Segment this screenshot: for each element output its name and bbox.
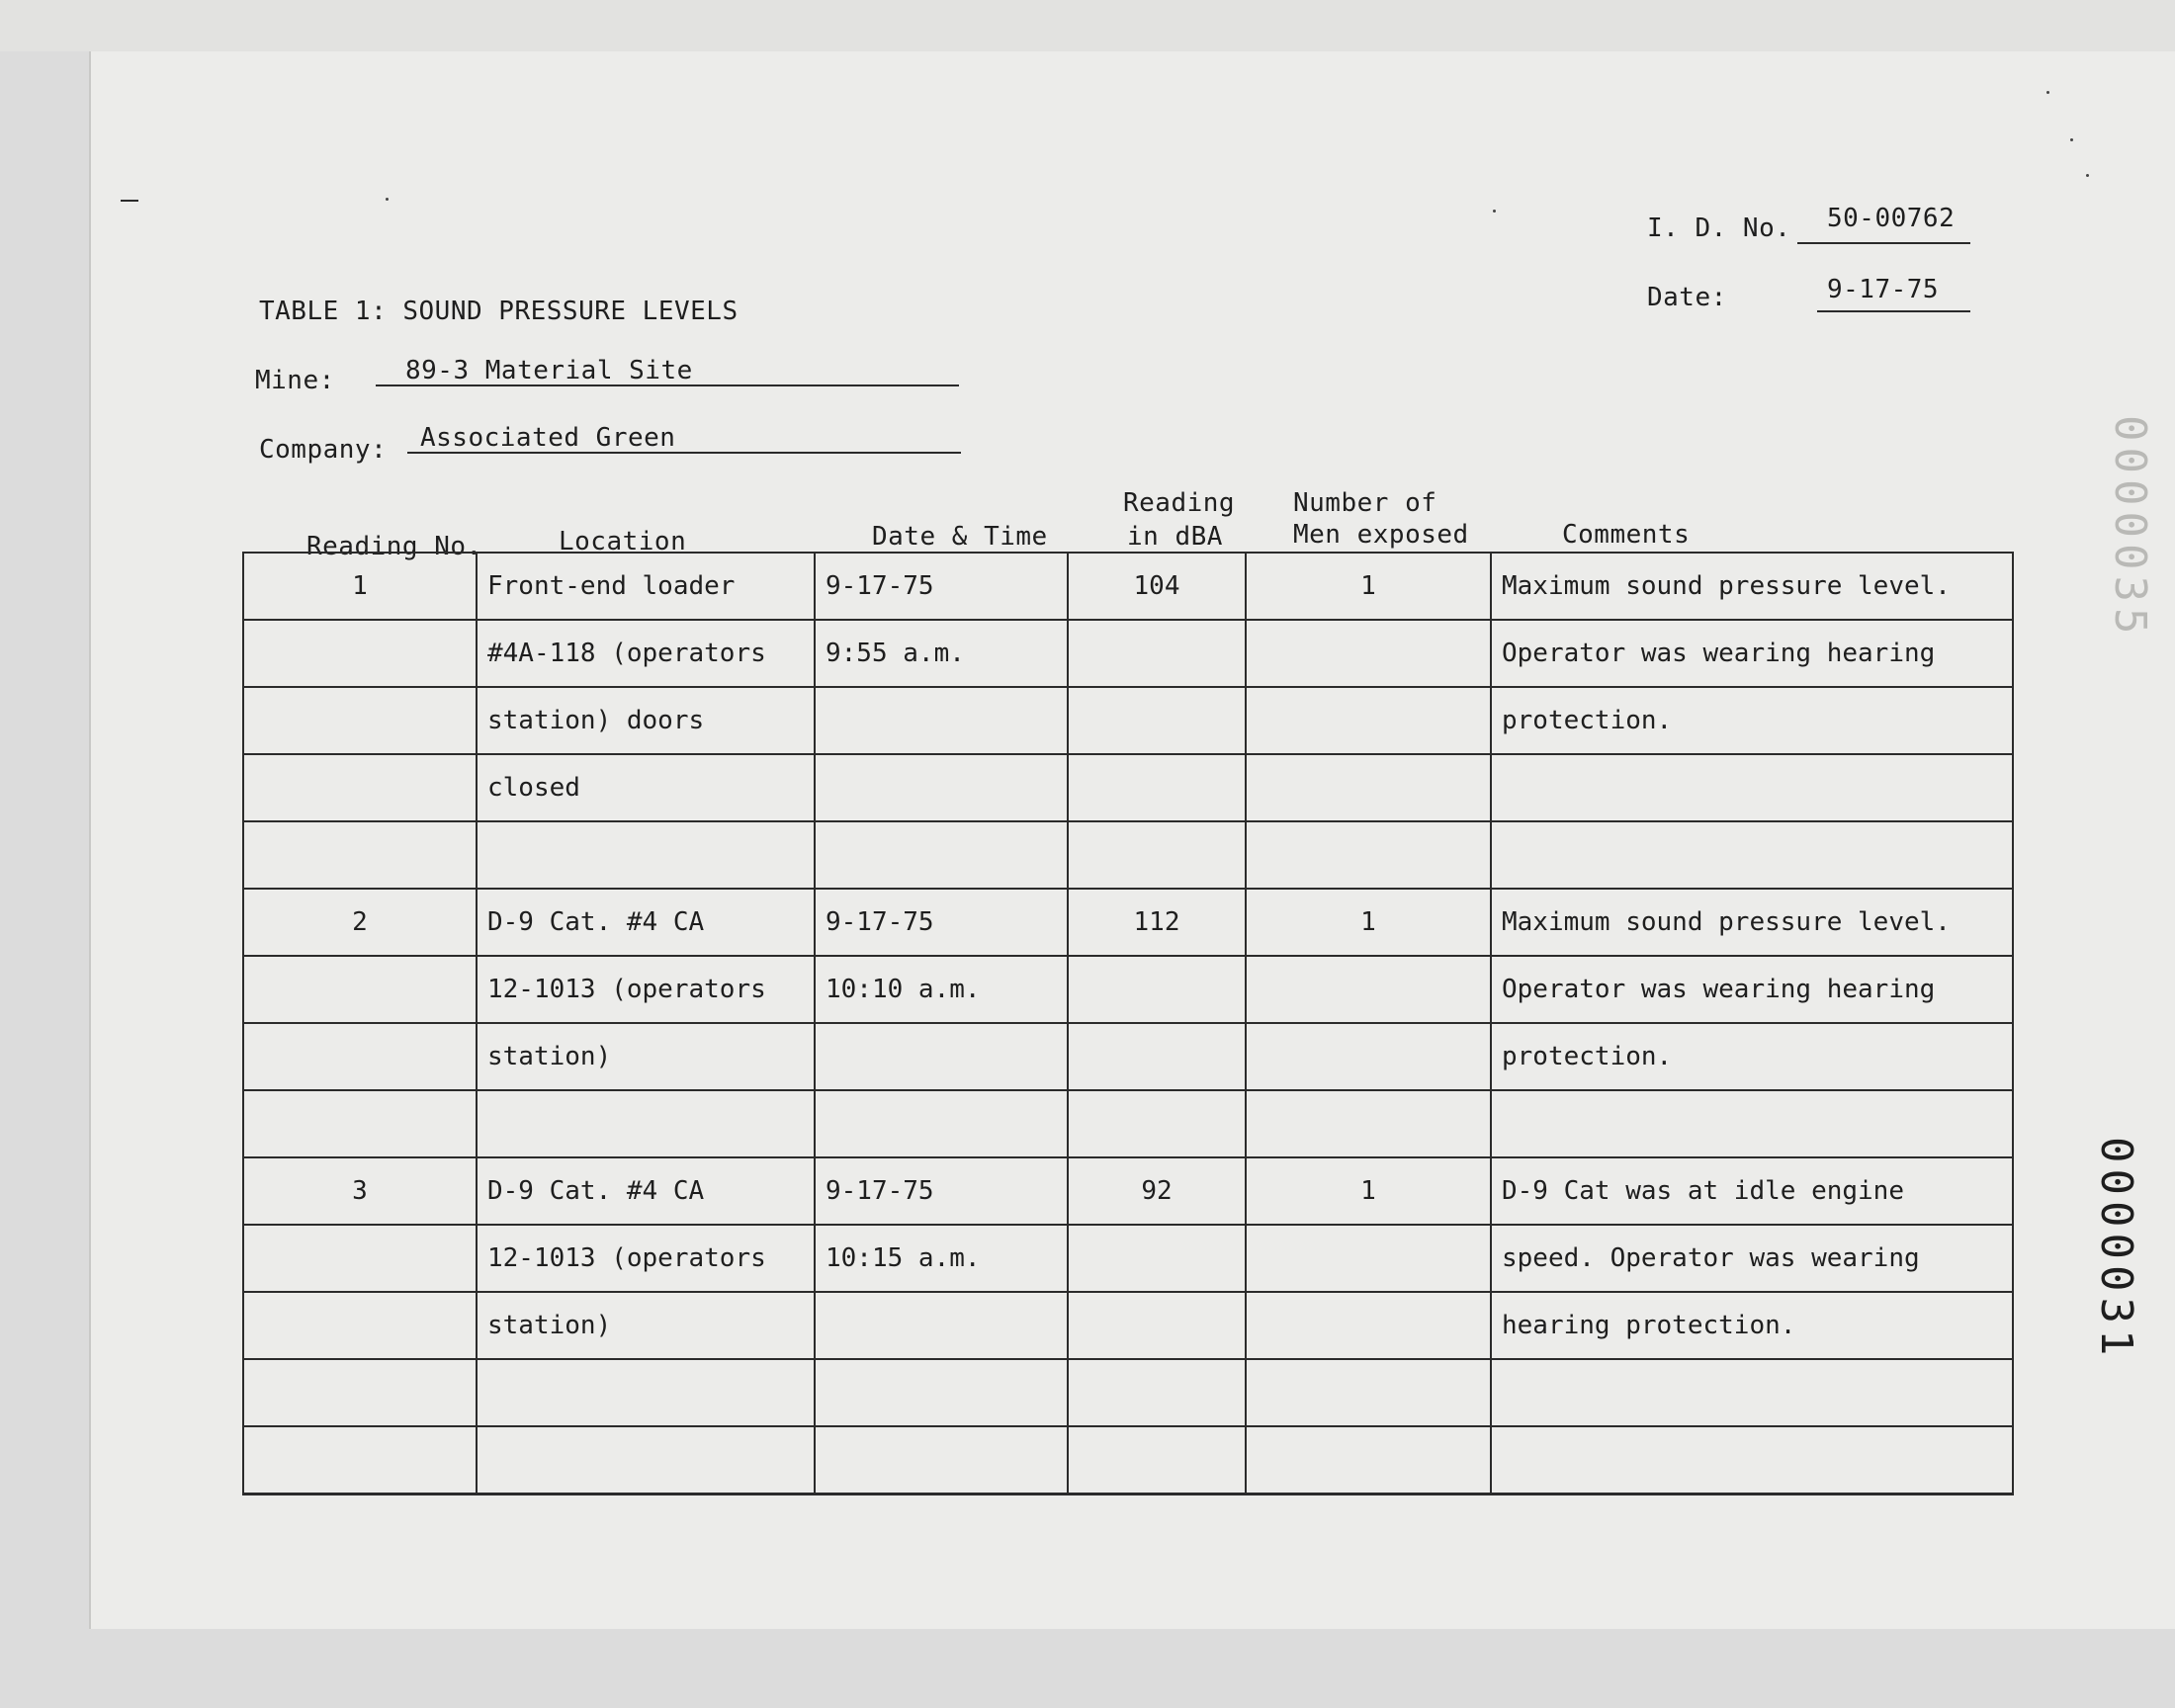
faint-bleed-stamp: 0000035 [2105, 415, 2155, 640]
cell-location [477, 1090, 815, 1157]
cell-no [243, 1426, 477, 1494]
table-row [243, 1359, 2013, 1426]
id-number-label: I. D. No. [1647, 214, 1791, 243]
cell-date [815, 754, 1068, 821]
cell-location: closed [477, 754, 815, 821]
cell-date: 9-17-75 [815, 1157, 1068, 1225]
table-row [243, 1090, 2013, 1157]
cell-location: D-9 Cat. #4 CA [477, 889, 815, 956]
cell-comment: protection. [1491, 1023, 2013, 1090]
scan-speck [1493, 210, 1496, 213]
id-number-value: 50-00762 [1827, 204, 1956, 233]
table-row [243, 1292, 2013, 1359]
cell-men [1246, 821, 1491, 889]
cell-location: 12-1013 (operators [477, 1225, 815, 1292]
cell-no [243, 754, 477, 821]
col-header-comments: Comments [1562, 520, 1691, 550]
cell-men [1246, 1225, 1491, 1292]
cell-comment: Operator was wearing hearing [1491, 620, 2013, 687]
table-row [243, 620, 2013, 687]
cell-location: station) [477, 1292, 815, 1359]
cell-dba [1068, 1359, 1246, 1426]
cell-men [1246, 1359, 1491, 1426]
col-header-reading-line1: Reading [1123, 488, 1236, 518]
cell-location [477, 821, 815, 889]
cell-no [243, 1023, 477, 1090]
table-row [243, 1426, 2013, 1494]
cell-date: 10:15 a.m. [815, 1225, 1068, 1292]
cell-comment: Maximum sound pressure level. [1491, 553, 2013, 620]
table-row [243, 1023, 2013, 1090]
cell-location: #4A-118 (operators [477, 620, 815, 687]
table-row [243, 1157, 2013, 1225]
cell-no [243, 821, 477, 889]
cell-location: 12-1013 (operators [477, 956, 815, 1023]
col-header-reading-no: Reading No. [306, 532, 482, 561]
cell-no [243, 1359, 477, 1426]
cell-date [815, 687, 1068, 754]
table-row [243, 821, 2013, 889]
mine-underline [376, 384, 959, 386]
cell-men [1246, 1426, 1491, 1494]
cell-men: 1 [1246, 1157, 1491, 1225]
cell-men: 1 [1246, 553, 1491, 620]
cell-no [243, 620, 477, 687]
cell-no: 2 [243, 889, 477, 956]
cell-men [1246, 687, 1491, 754]
cell-comment: protection. [1491, 687, 2013, 754]
cell-date: 10:10 a.m. [815, 956, 1068, 1023]
cell-dba [1068, 1090, 1246, 1157]
cell-date [815, 1292, 1068, 1359]
cell-date: 9-17-75 [815, 553, 1068, 620]
cell-dba: 104 [1068, 553, 1246, 620]
col-header-reading-line2: in dBA [1127, 522, 1223, 552]
cell-location: station) doors [477, 687, 815, 754]
cell-comment: speed. Operator was wearing [1491, 1225, 2013, 1292]
date-value: 9-17-75 [1827, 275, 1940, 304]
cell-no: 1 [243, 553, 477, 620]
cell-no [243, 687, 477, 754]
table-row [243, 754, 2013, 821]
col-header-men-line2: Men exposed [1293, 520, 1469, 550]
cell-comment [1491, 821, 2013, 889]
cell-date: 9-17-75 [815, 889, 1068, 956]
cell-men [1246, 956, 1491, 1023]
cell-location: Front-end loader [477, 553, 815, 620]
id-number-underline [1797, 242, 1970, 244]
cell-location [477, 1426, 815, 1494]
cell-men [1246, 1292, 1491, 1359]
cell-men [1246, 1090, 1491, 1157]
date-label: Date: [1647, 283, 1727, 312]
cell-comment [1491, 1090, 2013, 1157]
cell-men [1246, 1023, 1491, 1090]
table-title: TABLE 1: SOUND PRESSURE LEVELS [259, 297, 739, 326]
cell-dba [1068, 1225, 1246, 1292]
cell-dba [1068, 821, 1246, 889]
cell-dba [1068, 956, 1246, 1023]
company-value: Associated Green [420, 423, 676, 453]
cell-no [243, 1090, 477, 1157]
table-body [243, 553, 2013, 1494]
table-row [243, 687, 2013, 754]
cell-date [815, 1426, 1068, 1494]
cell-dba [1068, 687, 1246, 754]
scan-mark [121, 200, 138, 202]
table-row [243, 553, 2013, 620]
cell-location: D-9 Cat. #4 CA [477, 1157, 815, 1225]
page-number-stamp: 0000031 [2091, 1137, 2141, 1362]
cell-no [243, 956, 477, 1023]
scan-background [0, 0, 2175, 51]
cell-no [243, 1225, 477, 1292]
cell-dba [1068, 1426, 1246, 1494]
date-underline [1817, 310, 1970, 312]
cell-date [815, 1023, 1068, 1090]
cell-comment [1491, 754, 2013, 821]
table-row [243, 956, 2013, 1023]
cell-dba [1068, 620, 1246, 687]
cell-comment: hearing protection. [1491, 1292, 2013, 1359]
cell-comment [1491, 1359, 2013, 1426]
cell-dba [1068, 1292, 1246, 1359]
cell-comment: Operator was wearing hearing [1491, 956, 2013, 1023]
cell-comment: D-9 Cat was at idle engine [1491, 1157, 2013, 1225]
cell-date [815, 1359, 1068, 1426]
company-label: Company: [259, 435, 388, 465]
cell-dba [1068, 1023, 1246, 1090]
col-header-date-time: Date & Time [872, 522, 1048, 552]
table-row [243, 1225, 2013, 1292]
sound-level-table [242, 552, 2014, 1495]
cell-dba: 92 [1068, 1157, 1246, 1225]
cell-date [815, 821, 1068, 889]
scan-speck [2046, 91, 2049, 94]
col-header-location: Location [559, 527, 687, 556]
cell-date [815, 1090, 1068, 1157]
company-underline [407, 452, 961, 454]
cell-comment: Maximum sound pressure level. [1491, 889, 2013, 956]
mine-value: 89-3 Material Site [405, 356, 693, 385]
cell-location [477, 1359, 815, 1426]
cell-no: 3 [243, 1157, 477, 1225]
cell-men [1246, 620, 1491, 687]
scan-speck [386, 198, 389, 201]
cell-dba: 112 [1068, 889, 1246, 956]
cell-comment [1491, 1426, 2013, 1494]
table-row [243, 889, 2013, 956]
cell-location: station) [477, 1023, 815, 1090]
cell-men [1246, 754, 1491, 821]
mine-label: Mine: [255, 366, 335, 395]
col-header-men-line1: Number of [1293, 488, 1437, 518]
cell-dba [1068, 754, 1246, 821]
cell-date: 9:55 a.m. [815, 620, 1068, 687]
scan-speck [2086, 174, 2089, 177]
scan-speck [2070, 138, 2073, 141]
cell-no [243, 1292, 477, 1359]
cell-men: 1 [1246, 889, 1491, 956]
